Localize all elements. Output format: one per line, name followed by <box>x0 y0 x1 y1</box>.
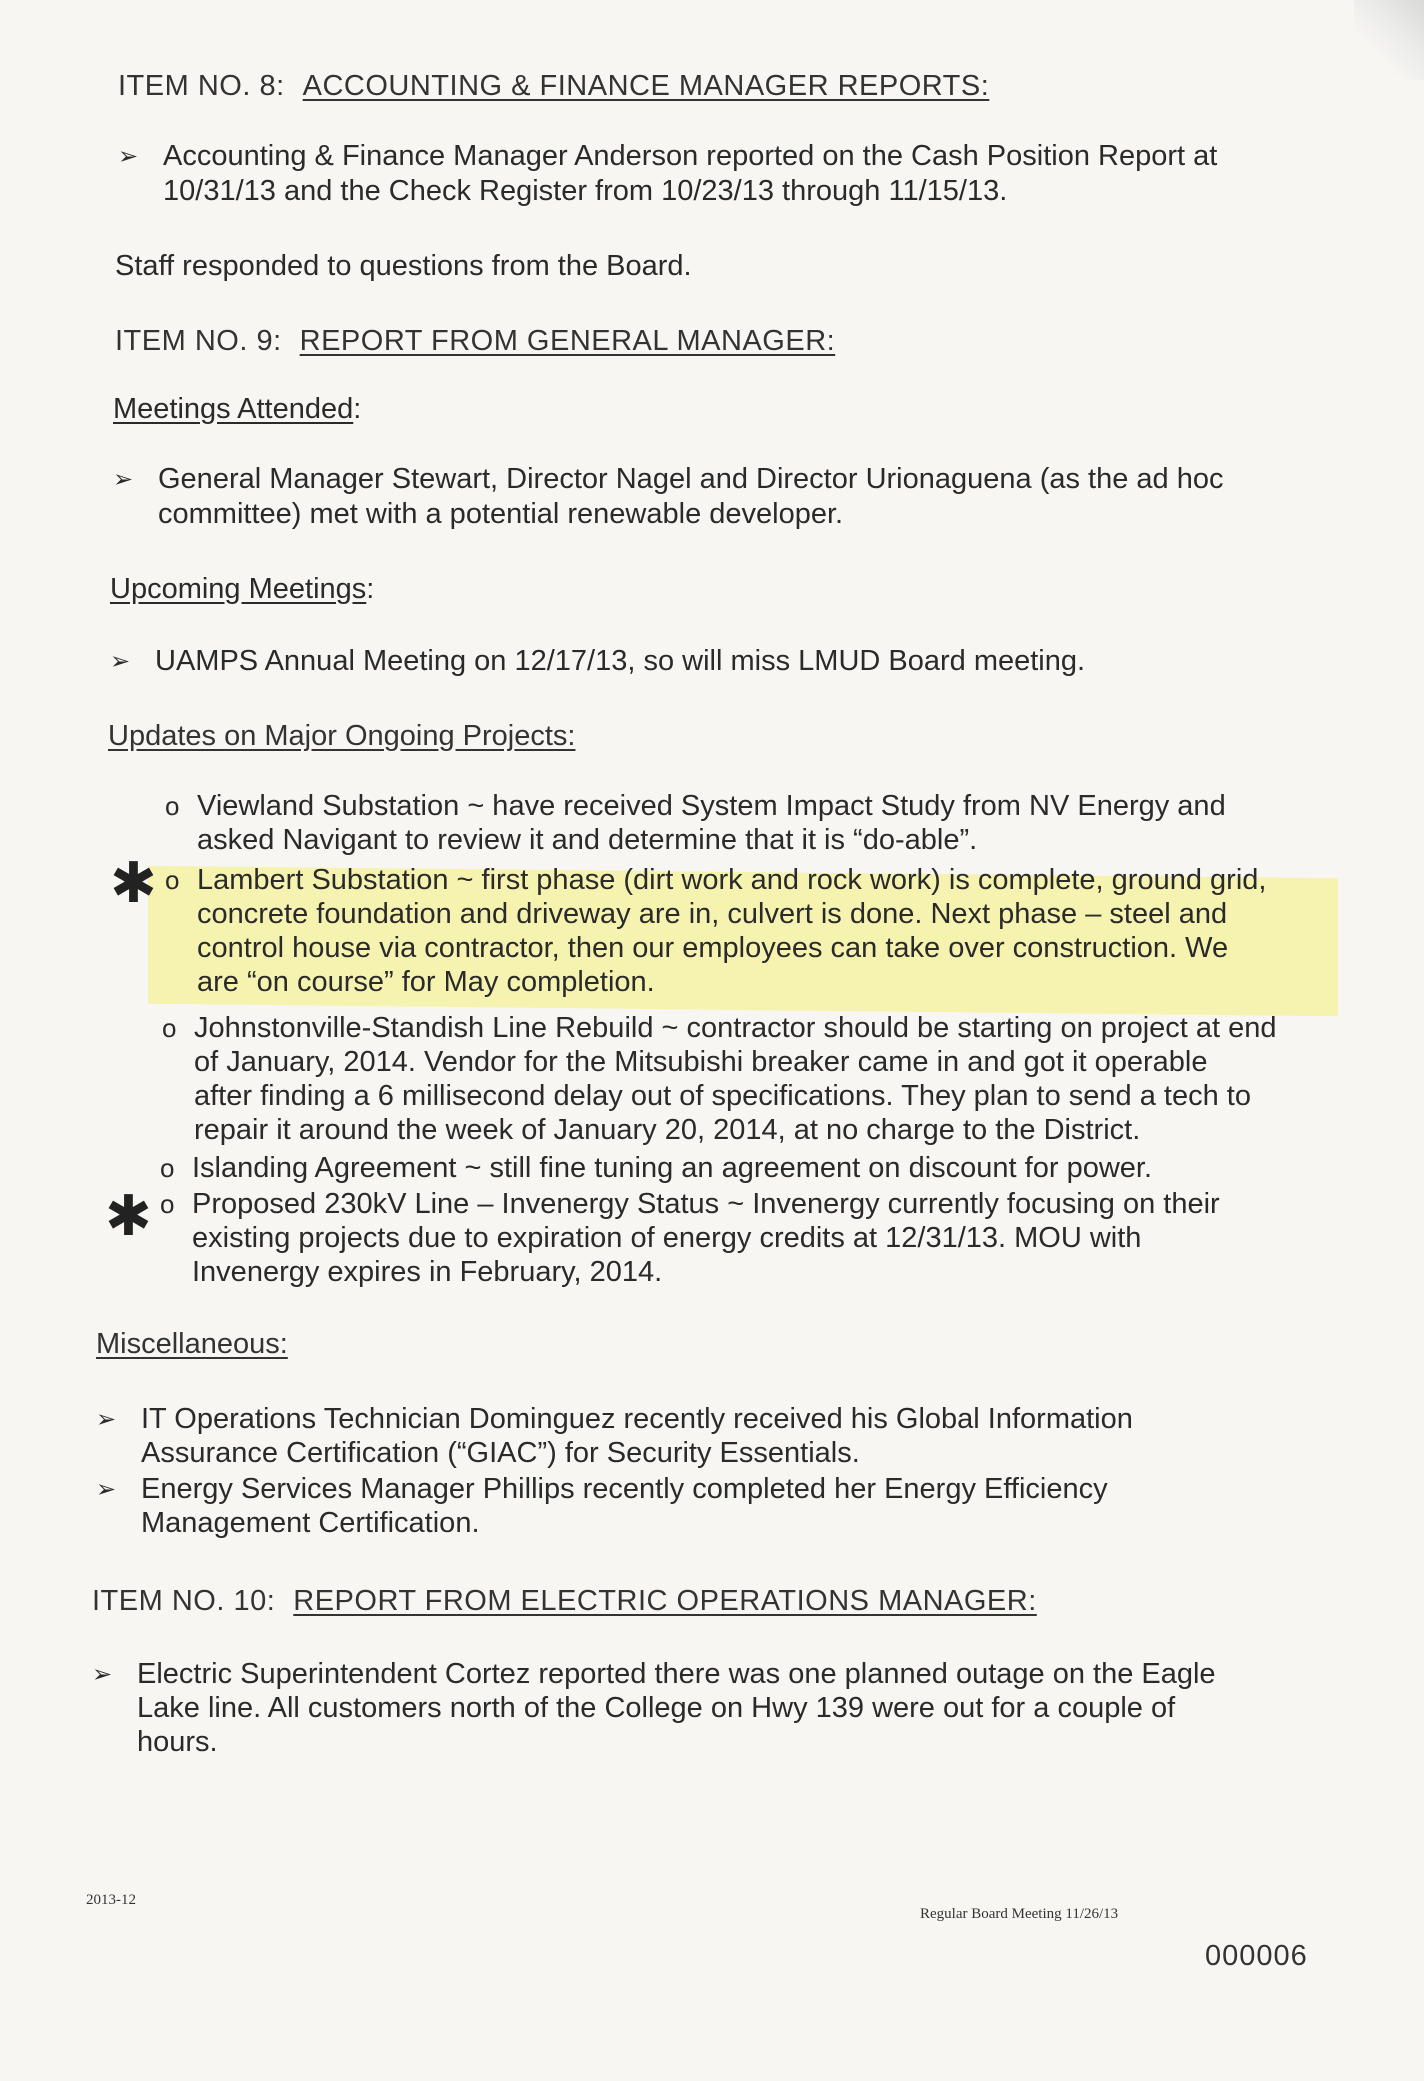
p2-line1: Lambert Substation ~ first phase (dirt work and rock work) is complete, ground grid, <box>197 864 1267 896</box>
meetings-attended-label: Meetings Attended <box>113 393 354 425</box>
item9-label: ITEM NO. 9: <box>115 325 282 357</box>
project-viewland <box>165 790 1345 860</box>
m1-line2: Assurance Certification (“GIAC”) for Security Essentials. <box>141 1437 860 1469</box>
m1-line1: IT Operations Technician Dominguez recently received his Global Information <box>141 1403 1133 1435</box>
item8-bullet-line2: 10/31/13 and the Check Register from 10/23/13 through 11/15/13. <box>163 175 1008 207</box>
p2-line3: control house via contractor, then our employees can take over construction. We <box>197 932 1229 964</box>
item8-label: ITEM NO. 8: <box>118 70 285 102</box>
misc-bullet-1 <box>96 1403 1346 1473</box>
item8-title: ACCOUNTING & FINANCE MANAGER REPORTS: <box>302 70 990 102</box>
arrow-bullet-icon: ➢ <box>96 1476 117 1503</box>
misc-bullet-2 <box>96 1473 1346 1543</box>
item10-bullet <box>92 1658 1352 1763</box>
p2-line2: concrete foundation and driveway are in, culvert is done. Next phase – steel and <box>197 898 1228 930</box>
p1-line2: asked Navigant to review it and determine that it is “do-able”. <box>197 824 978 856</box>
misc-heading: Miscellaneous: <box>96 1328 288 1360</box>
upcoming-meetings-colon: : <box>366 573 375 605</box>
upcoming-meetings-heading <box>110 573 374 606</box>
project-islanding <box>160 1152 1360 1188</box>
item10-heading <box>92 1585 1037 1618</box>
item8-bullet <box>118 140 1318 210</box>
arrow-bullet-icon: ➢ <box>118 143 139 170</box>
item9-heading <box>115 325 835 358</box>
asterisk-annotation-icon: ✱ <box>110 851 157 914</box>
m2-line1: Energy Services Manager Phillips recently completed her Energy Efficiency <box>141 1473 1108 1505</box>
p2-line4: are “on course” for May completion. <box>197 966 655 998</box>
p3-line2: of January, 2014. Vendor for the Mitsubishi breaker came in and got it operable <box>194 1046 1208 1078</box>
m2-line2: Management Certification. <box>141 1507 480 1539</box>
p3-line1: Johnstonville-Standish Line Rebuild ~ contractor should be starting on project at end <box>194 1012 1277 1044</box>
p5-line3: Invenergy expires in February, 2014. <box>192 1256 663 1288</box>
item10-line2: Lake line. All customers north of the College on Hwy 139 were out for a couple of <box>137 1692 1176 1724</box>
page-number: 000006 <box>1205 1940 1308 1972</box>
um-line1: UAMPS Annual Meeting on 12/17/13, so will miss LMUD Board meeting. <box>155 645 1086 677</box>
item8-bullet-line1: Accounting & Finance Manager Anderson reported on the Cash Position Report at <box>163 140 1218 172</box>
item8-note: Staff responded to questions from the Board. <box>115 250 692 282</box>
p1-line1: Viewland Substation ~ have received System Impact Study from NV Energy and <box>197 790 1226 822</box>
updates-heading: Updates on Major Ongoing Projects: <box>108 720 576 752</box>
item10-line1: Electric Superintendent Cortez reported there was one planned outage on the Eagle <box>137 1658 1216 1690</box>
meetings-attended-colon: : <box>353 393 362 425</box>
circle-bullet-icon: o <box>165 791 180 821</box>
project-johnstonville <box>162 1012 1362 1152</box>
meetings-attended-bullet <box>113 463 1363 533</box>
arrow-bullet-icon: ➢ <box>110 648 131 675</box>
item10-line3: hours. <box>137 1726 218 1758</box>
footer-meeting-label: Regular Board Meeting 11/26/13 <box>920 1906 1119 1922</box>
item9-title: REPORT FROM GENERAL MANAGER: <box>299 325 836 357</box>
item8-heading <box>118 70 989 103</box>
circle-bullet-icon: o <box>165 865 180 895</box>
circle-bullet-icon: o <box>162 1013 177 1043</box>
arrow-bullet-icon: ➢ <box>92 1661 113 1688</box>
project-230kv <box>160 1188 1360 1293</box>
upcoming-meetings-bullet <box>110 645 1360 685</box>
ma-line2: committee) met with a potential renewable developer. <box>158 498 844 530</box>
item10-title: REPORT FROM ELECTRIC OPERATIONS MANAGER: <box>293 1585 1037 1617</box>
meetings-attended-heading <box>113 393 361 426</box>
footer-left-code: 2013-12 <box>86 1892 136 1908</box>
arrow-bullet-icon: ➢ <box>96 1406 117 1433</box>
p3-line4: repair it around the week of January 20, 2014, at no charge to the District. <box>194 1114 1141 1146</box>
page-corner-shadow <box>1354 0 1424 80</box>
circle-bullet-icon: o <box>160 1153 175 1183</box>
p3-line3: after finding a 6 millisecond delay out of specifications. They plan to send a tech to <box>194 1080 1251 1112</box>
p5-line1: Proposed 230kV Line – Invenergy Status ~ Invenergy currently focusing on their <box>192 1188 1220 1220</box>
circle-bullet-icon: o <box>160 1189 175 1219</box>
p5-line2: existing projects due to expiration of energy credits at 12/31/13. MOU with <box>192 1222 1142 1254</box>
p4-line1: Islanding Agreement ~ still fine tuning an agreement on discount for power. <box>192 1152 1153 1184</box>
arrow-bullet-icon: ➢ <box>113 466 134 493</box>
item10-label: ITEM NO. 10: <box>92 1585 276 1617</box>
asterisk-annotation-icon: ✱ <box>105 1184 152 1247</box>
upcoming-meetings-label: Upcoming Meetings <box>110 573 367 605</box>
ma-line1: General Manager Stewart, Director Nagel and Director Urionaguena (as the ad hoc <box>158 463 1224 495</box>
project-lambert <box>165 864 1365 1004</box>
